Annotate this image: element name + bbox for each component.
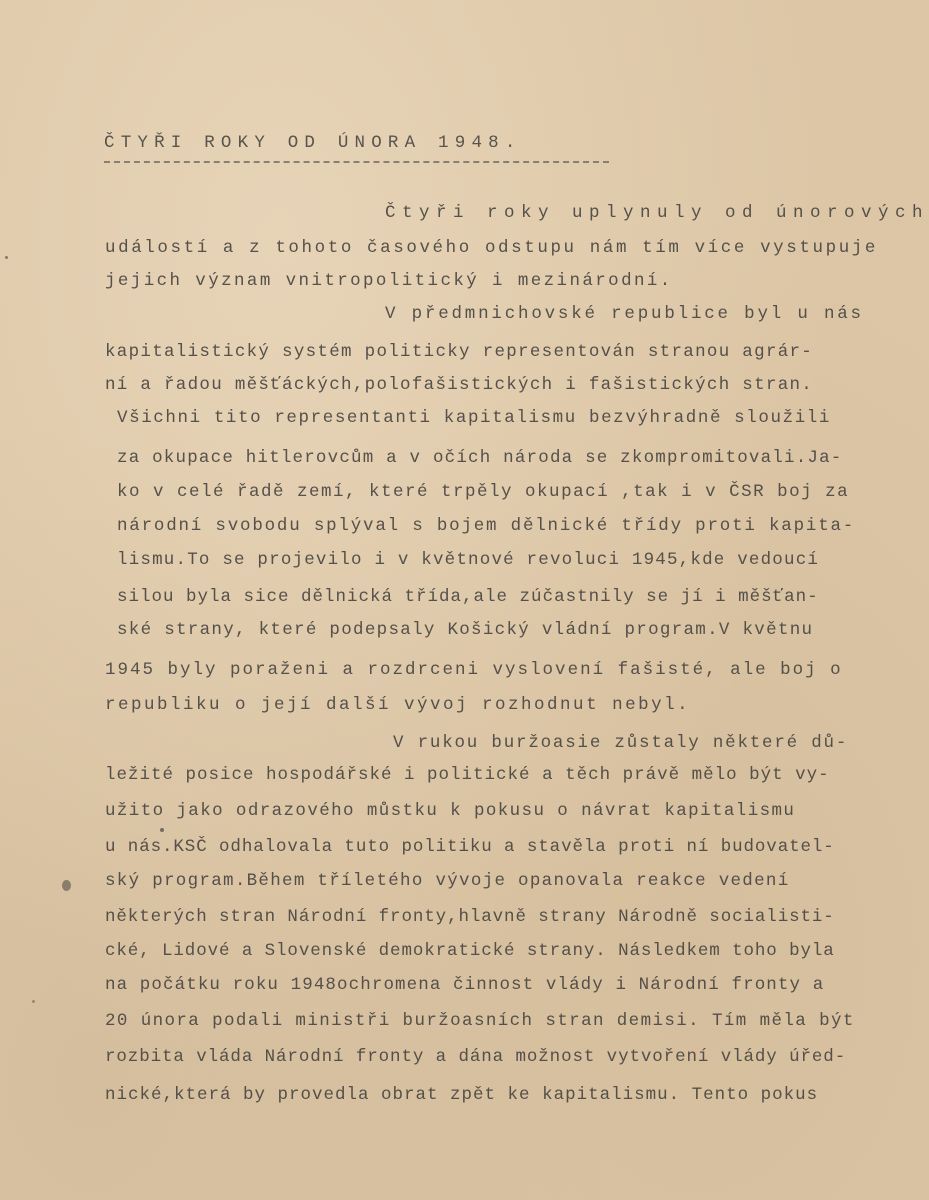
text-line: republiku o její další vývoj rozhodnut nebyl. bbox=[105, 695, 691, 715]
text-line: ležité posice hospodářské i politické a těch právě mělo být vy- bbox=[105, 765, 830, 785]
text-line: lismu.To se projevilo i v květnové revoluci 1945,kde vedoucí bbox=[117, 550, 820, 570]
text-line: některých stran Národní fronty,hlavně strany Národně socialisti- bbox=[105, 907, 835, 927]
text-line: 20 února podali ministři buržoasních stran demisi. Tím měla být bbox=[105, 1011, 855, 1031]
text-line: 1945 byly poraženi a rozdrceni vyslovení fašisté, ale boj o bbox=[105, 660, 843, 680]
text-line: nické,která by provedla obrat zpět ke kapitalismu. Tento pokus bbox=[105, 1085, 819, 1105]
text-line: kapitalistický systém politicky representován stranou agrár- bbox=[105, 342, 814, 362]
text-line: silou byla sice dělnická třída,ale zúčastnily se jí i měšťan- bbox=[117, 587, 819, 607]
text-line: ský program.Během tříletého vývoje opanovala reakce vedení bbox=[105, 871, 790, 891]
text-line: u nás.KSČ odhalovala tuto politiku a stavěla proti ní budovatel- bbox=[105, 837, 835, 857]
text-line: ské strany, které podepsaly Košický vládní program.V květnu bbox=[117, 620, 814, 640]
text-line: za okupace hitlerovcům a v očích národa se zkompromitovali.Ja- bbox=[117, 448, 843, 468]
paper-speck bbox=[5, 256, 8, 259]
paper-speck bbox=[62, 880, 71, 891]
text-line: Všichni tito representanti kapitalismu bezvýhradně sloužili bbox=[117, 408, 832, 428]
text-line: událostí a z tohoto časového odstupu nám tím více vystupuje bbox=[105, 238, 879, 258]
text-line: Čtyři roky uplynuly od únorových bbox=[385, 203, 929, 223]
text-line: ní a řadou měšťáckých,polofašistických i fašistických stran. bbox=[105, 375, 814, 395]
text-line: rozbita vláda Národní fronty a dána možnost vytvoření vlády úřed- bbox=[105, 1047, 847, 1067]
text-line: V předmnichovské republice byl u nás bbox=[385, 304, 864, 324]
text-line: ko v celé řadě zemí, které trpěly okupací ,tak i v ČSR boj za bbox=[117, 482, 850, 502]
text-line: národní svobodu splýval s bojem dělnické třídy proti kapita- bbox=[117, 516, 856, 536]
text-line: jejich význam vnitropolitický i mezinárodní. bbox=[105, 271, 673, 291]
paper-speck bbox=[32, 1000, 35, 1003]
text-line: užito jako odrazového můstku k pokusu o návrat kapitalismu bbox=[105, 801, 796, 821]
paper-speck bbox=[160, 828, 164, 832]
text-line: V rukou buržoasie zůstaly některé dů- bbox=[393, 733, 849, 753]
text-line: cké, Lidové a Slovenské demokratické strany. Následkem toho byla bbox=[105, 941, 835, 961]
title-underline bbox=[104, 161, 609, 163]
document-title: ČTYŘI ROKY OD ÚNORA 1948. bbox=[104, 133, 522, 153]
text-line: na počátku roku 1948ochromena činnost vlády i Národní fronty a bbox=[105, 975, 825, 995]
